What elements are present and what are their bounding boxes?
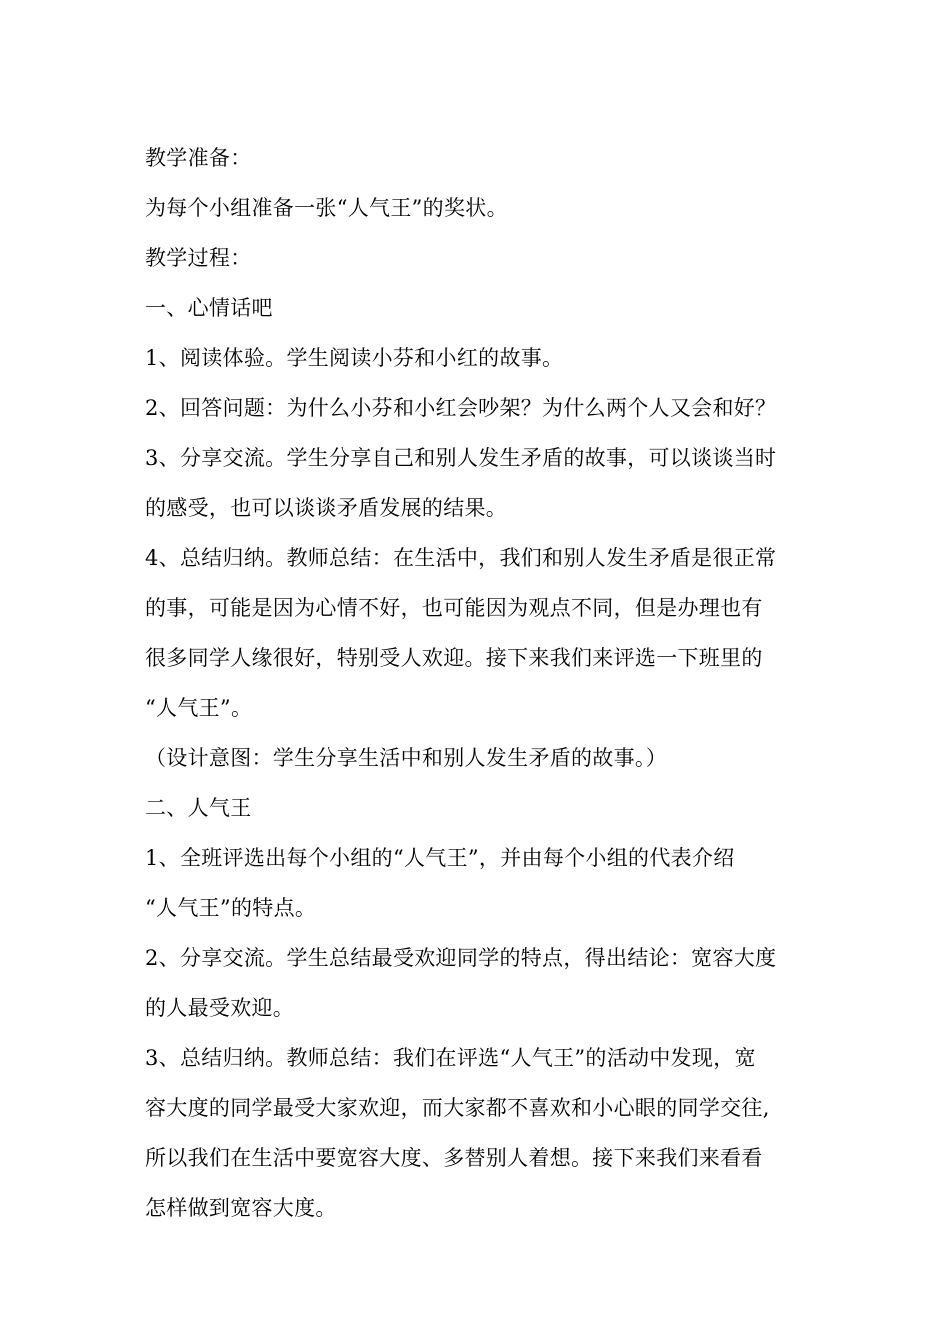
paragraph-line: 容大度的同学最受大家欢迎，而大家都不喜欢和小心眼的同学交往, (145, 1096, 770, 1120)
design-intent-note: （设计意图：学生分享生活中和别人发生矛盾的故事。） (145, 746, 667, 770)
paragraph-line: “人气王”。 (145, 696, 253, 720)
paragraph-line: 为每个小组准备一张“人气王”的奖状。 (145, 196, 508, 220)
paragraph-line: 所以我们在生活中要宽容大度、多替别人着想。接下来我们来看看 (145, 1146, 763, 1170)
paragraph-line: 1、全班评选出每个小组的“人气王”，并由每个小组的代表介绍 (145, 846, 735, 870)
paragraph-line: 的人最受欢迎。 (145, 996, 295, 1020)
document-body (145, 133, 810, 1233)
section-heading-part-one: 一、心情话吧 (145, 296, 273, 320)
paragraph-line: 4、总结归纳。教师总结：在生活中，我们和别人发生矛盾是很正常 (145, 546, 777, 570)
paragraph-line: “人气王”的特点。 (145, 896, 317, 920)
paragraph-line: 很多同学人缘很好，特别受人欢迎。接下来我们来评选一下班里的 (145, 646, 763, 670)
section-heading-preparation: 教学准备： (145, 146, 252, 170)
paragraph-line: 2、回答问题：为什么小芬和小红会吵架？为什么两个人又会和好？ (145, 396, 777, 420)
paragraph-line: 3、总结归纳。教师总结：我们在评选“人气王”的活动中发现，宽 (145, 1046, 756, 1070)
paragraph-line: 的事，可能是因为心情不好，也可能因为观点不同，但是办理也有 (145, 596, 763, 620)
paragraph-line: 2、分享交流。学生总结最受欢迎同学的特点，得出结论：宽容大度 (145, 946, 777, 970)
paragraph-line: 3、分享交流。学生分享自己和别人发生矛盾的故事，可以谈谈当时 (145, 446, 777, 470)
paragraph-line: 的感受，也可以谈谈矛盾发展的结果。 (145, 496, 508, 520)
paragraph-line: 1、阅读体验。学生阅读小芬和小红的故事。 (145, 346, 564, 370)
paragraph-line: 怎样做到宽容大度。 (145, 1196, 337, 1220)
section-heading-process: 教学过程： (145, 246, 252, 270)
section-heading-part-two: 二、人气王 (145, 796, 252, 820)
